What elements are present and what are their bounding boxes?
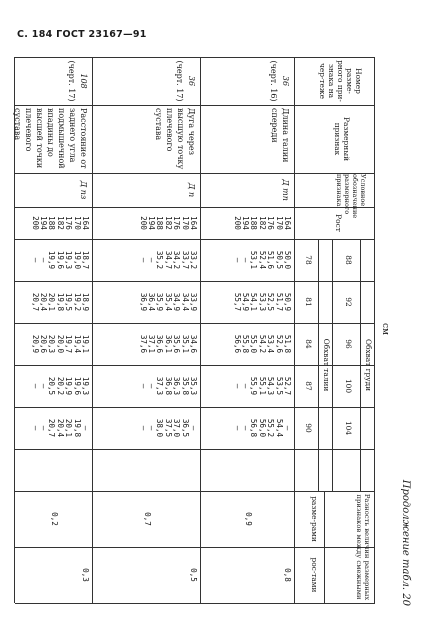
caption-bar — [395, 47, 413, 610]
header-chest-group: Обхват груди — [364, 338, 373, 392]
rule — [15, 491, 375, 492]
chest-size-1: 92 — [344, 297, 353, 307]
rule — [15, 105, 375, 106]
waist-size-2: 84 — [304, 339, 313, 349]
rule — [200, 57, 201, 603]
waist-size-3: 87 — [304, 381, 313, 391]
value-column-2: 19,1 19,4 19,7 20,0 20,3 20,6 20,9 — [30, 334, 90, 354]
header-diff-sizes: разме-рами — [310, 496, 319, 542]
value-column-0: 50,0 50,5 51,6 52,4 53,1 — — — [232, 250, 292, 270]
diff-size-value: 0,9 — [244, 512, 253, 526]
table-caption: Продолжение табл. 20 — [400, 479, 411, 606]
value-column-3: 35,3 35,8 36,3 36,8 37,3 — — — [138, 376, 198, 396]
chest-size-3: 100 — [344, 378, 353, 394]
rule — [15, 449, 375, 450]
rule — [15, 57, 375, 58]
row-number: 108 — [79, 73, 88, 89]
waist-size-4: 90 — [304, 423, 313, 433]
row-name: Длина талии спереди — [270, 108, 290, 163]
height-values: 164 170 176 182 188 194 200 — [138, 216, 198, 230]
height-values: 164 170 176 182 188 194 200 — [30, 216, 90, 230]
rule — [92, 57, 93, 603]
rule — [332, 239, 333, 491]
value-column-4: — 36,5 37,0 37,5 38,0 — — — [138, 418, 198, 438]
value-column-4: — 54,4 55,2 56,0 56,8 — — — [232, 418, 292, 438]
row-name: Расстояние от заднего угла подмышечной впадины до высшей точки плечевого сустава — [13, 108, 88, 169]
header-name: Размерный признак — [333, 117, 351, 161]
value-column-3: 19,3 19,6 19,9 20,2 20,5 — — — [30, 376, 90, 396]
waist-size-1: 81 — [304, 297, 313, 307]
header-diff: Разность величин размерных признаков между смежными — [355, 493, 371, 601]
row-name: Дуга через высшую точку плечевого сустава — [154, 108, 196, 170]
row-symbol: Д пз — [79, 180, 88, 200]
rotated-table — [11, 47, 413, 610]
diff-height-value: 0,3 — [81, 568, 90, 582]
header-waist-group: Обхват талии — [322, 338, 331, 392]
header-number: Номер разме-рного при-знака на чер-теже — [318, 60, 363, 102]
rule — [294, 57, 295, 603]
row-reference: (черт. 17) — [175, 60, 184, 102]
value-column-0: 33,2 33,7 34,2 34,7 35,2 — — — [138, 250, 198, 270]
row-reference: (черт. 17) — [67, 60, 76, 102]
diff-height-value: 0,8 — [283, 568, 292, 582]
value-column-2: 51,8 52,6 53,4 54,2 55,0 55,8 56,6 — [232, 334, 292, 354]
unit-label: см — [380, 322, 390, 336]
value-column-1: 33,9 34,4 34,9 35,4 35,9 36,4 36,9 — [138, 292, 198, 312]
value-column-1: 18,9 19,2 19,5 19,8 20,1 20,4 20,7 — [30, 292, 90, 312]
page-header: С. 184 ГОСТ 23167—91 — [17, 29, 147, 40]
row-number: 36 — [281, 75, 290, 87]
diff-size-value: 0,7 — [143, 512, 152, 526]
chest-size-4: 104 — [344, 420, 353, 436]
header-height: Рост — [334, 214, 343, 232]
diff-height-value: 0,5 — [189, 568, 198, 582]
row-symbol: Д тп — [281, 179, 290, 201]
value-column-1: 50,9 51,7 52,5 53,3 54,1 54,9 55,7 — [232, 292, 292, 312]
value-column-2: 34,6 35,1 35,6 36,1 36,6 37,1 37,6 — [138, 334, 198, 354]
rule — [374, 57, 375, 603]
chest-size-2: 96 — [344, 339, 353, 349]
row-number: 36 — [187, 75, 196, 87]
value-column-0: 18,7 19,0 19,3 19,6 19,9 — — — [30, 250, 90, 270]
header-symbol: Условное обозначение размерного признака — [335, 174, 367, 219]
waist-size-0: 78 — [304, 255, 313, 265]
rule — [318, 239, 319, 491]
row-symbol: Д п — [187, 182, 196, 198]
rule — [324, 491, 325, 603]
diff-size-value: 0,2 — [50, 512, 59, 526]
height-values: 164 170 176 182 188 194 200 — [232, 216, 292, 230]
value-column-3: 52,7 53,5 54,3 55,1 55,9 — — — [232, 376, 292, 396]
rule — [360, 239, 361, 491]
rule — [15, 603, 375, 604]
chest-size-0: 88 — [344, 255, 353, 265]
header-diff-heights: рос-тами — [310, 557, 319, 593]
row-reference: (черт. 16) — [269, 60, 278, 102]
value-column-4: — 19,8 20,1 20,4 20,7 — — — [30, 418, 90, 438]
